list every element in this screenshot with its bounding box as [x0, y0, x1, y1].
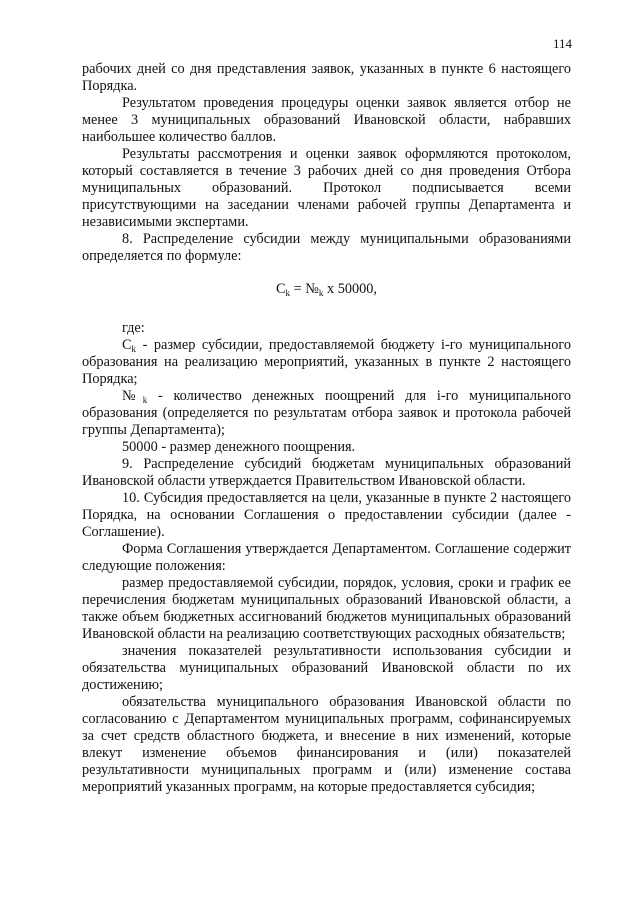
formula-lhs: C: [275, 281, 286, 297]
paragraph-protocol: Результаты рассмотрения и оценки заявок оформляются протоколом, который составляется в течение 3 рабочих дней со дня проведения Отбора муниципальных образований. Протокол подписывается всеми присутствующими на заседании членами рабочей группы Департамента и независимыми экспертами.: [82, 146, 571, 230]
paragraph-performance-indicators: значения показателей результативности использования субсидии и обязательства муниципальных образований Ивановской области по их достижению;: [82, 643, 571, 693]
definition-n-text: - количество денежных поощрений для i-го муниципального образования (определяется по результатам отбора заявок и протокола рабочей группы Департамента);: [82, 388, 571, 438]
paragraph-evaluation-result: Результатом проведения процедуры оценки заявок является отбор не менее 3 муниципальных образований Ивановской области, набравших наибольшее количество баллов.: [82, 95, 571, 145]
page-number: 114: [552, 36, 572, 51]
formula-rest: x 50000,: [323, 281, 378, 297]
paragraph-agreement-form: Форма Соглашения утверждается Департаментом. Соглашение содержит следующие положения:: [82, 541, 571, 574]
paragraph-item-10: 10. Субсидия предоставляется на цели, указанные в пункте 2 настоящего Порядка, на основании Соглашения о предоставлении субсидии (далее - Соглашение).: [82, 490, 571, 540]
formula-lhs-subscript: k: [285, 288, 291, 298]
definition-n-symbol: №: [122, 388, 143, 404]
formula-equals: =: [290, 281, 306, 297]
definition-n-subscript: k: [142, 395, 148, 405]
definition-c-text: - размер субсидии, предоставляемой бюджету i-го муниципального образования на реализацию мероприятий, указанных в пункте 2 настоящего Порядка;: [82, 337, 571, 387]
formula-term-subscript: k: [318, 288, 324, 298]
paragraph-subsidy-size: размер предоставляемой субсидии, порядок, условия, сроки и график ее перечисления бюджетам муниципальных образований Ивановской области, а также объем бюджетных ассигнований бюджетов муниципальных образований Ивановской области на реализацию соответствующих расходных обязательств;: [82, 575, 571, 642]
distribution-formula: [82, 281, 571, 298]
paragraph-obligations: обязательства муниципального образования Ивановской области по согласованию с Департаментом муниципальных программ, софинансируемых за счет средств областного бюджета, и внесение в них изменений, которые влекут изменение объемов финансирования и (или) показателей результативности муниципальных программ и (или) изменение состава мероприятий указанных программ, на которые предоставляется субсидия;: [82, 694, 571, 795]
definition-n: [82, 388, 571, 439]
definition-c: [82, 337, 571, 388]
paragraph-item-8: 8. Распределение субсидии между муниципальными образованиями определяется по формуле:: [82, 231, 571, 264]
formula-spacing: [82, 298, 571, 320]
definition-c-subscript: k: [131, 344, 137, 354]
paragraph-continuation: рабочих дней со дня представления заявок, указанных в пункте 6 настоящего Порядка.: [82, 61, 571, 94]
formula-term: №: [305, 281, 319, 297]
definition-c-symbol: C: [122, 337, 132, 353]
document-body: [82, 61, 571, 796]
paragraph-item-9: 9. Распределение субсидий бюджетам муниципальных образований Ивановской области утверждается Правительством Ивановской области.: [82, 456, 571, 489]
definition-amount: 50000 - размер денежного поощрения.: [122, 439, 356, 455]
where-label: где:: [122, 320, 145, 336]
